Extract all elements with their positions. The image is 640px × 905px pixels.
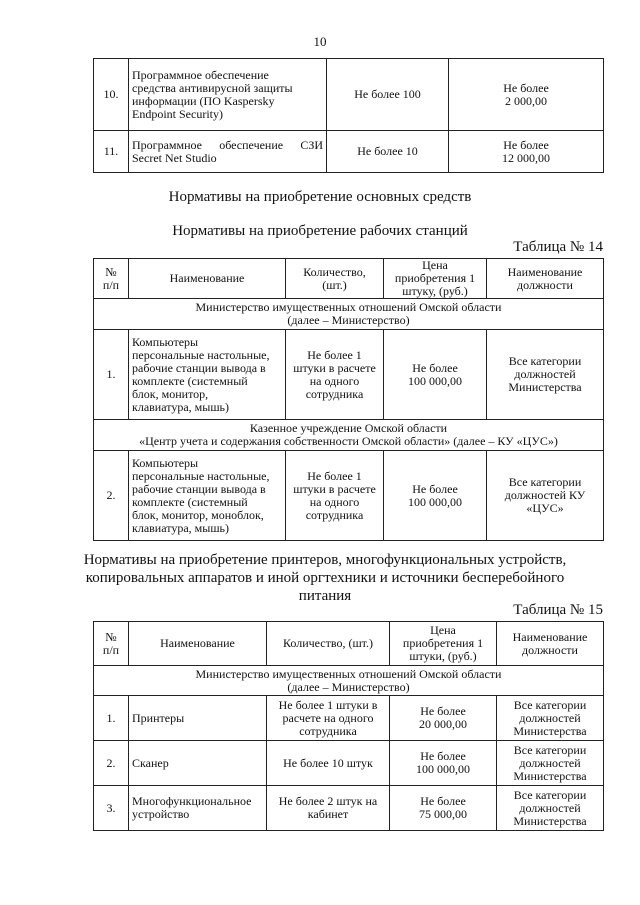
item-quantity: Не более 1 штуки в расчете на одного сотрудника [286, 451, 384, 541]
item-name: Программное обеспечение средства антивирусной защиты информации (ПО Kaspersky Endpoint Security) [129, 59, 327, 131]
header-position: Наименование должности [497, 622, 604, 666]
item-position: Все категории должностей Министерства [497, 786, 604, 831]
row-number: 1. [94, 330, 129, 420]
item-price: Не более 100 000,00 [384, 451, 487, 541]
item-price: Не более 12 000,00 [449, 131, 604, 173]
item-quantity: Не более 1 штуки в расчете на одного сотрудника [286, 330, 384, 420]
table-row [94, 786, 604, 831]
table-header-row [94, 259, 604, 299]
table-row [94, 59, 604, 131]
item-price: Не более 100 000,00 [384, 330, 487, 420]
row-number: 2. [94, 451, 129, 541]
item-name: Программное обеспечение СЗИ Secret Net Studio [129, 131, 327, 173]
table-15 [93, 621, 604, 831]
item-quantity: Не более 10 [327, 131, 449, 173]
header-number: № п/п [94, 622, 129, 666]
item-quantity: Не более 2 штук на кабинет [267, 786, 390, 831]
item-quantity: Не более 1 штуки в расчете на одного сотрудника [267, 696, 390, 741]
item-name: Принтеры [129, 696, 267, 741]
item-position: Все категории должностей Министерства [497, 696, 604, 741]
row-number: 2. [94, 741, 129, 786]
item-name: Сканер [129, 741, 267, 786]
header-price: Цена приобретения 1 штуку, (руб.) [384, 259, 487, 299]
item-quantity: Не более 10 штук [267, 741, 390, 786]
heading-fixed-assets: Нормативы на приобретение основных средств [168, 189, 472, 205]
section-row [94, 299, 604, 330]
row-number: 10. [94, 59, 129, 131]
item-quantity: Не более 100 [327, 59, 449, 131]
heading-printers: Нормативы на приобретение принтеров, многофункциональных устройств, копировальных аппаратов и иной оргтехники и источники бесперебойного питания [83, 552, 567, 604]
table-row [94, 330, 604, 420]
item-price: Не более 100 000,00 [390, 741, 497, 786]
item-position: Все категории должностей Министерства [497, 741, 604, 786]
table-header-row [94, 622, 604, 666]
table-row [94, 696, 604, 741]
header-quantity: Количество, (шт.) [267, 622, 390, 666]
item-price: Не более 2 000,00 [449, 59, 604, 131]
section-ministry: Министерство имущественных отношений Омской области (далее – Министерство) [94, 299, 604, 330]
table-row [94, 451, 604, 541]
heading-workstations: Нормативы на приобретение рабочих станций [172, 223, 468, 239]
item-position: Все категории должностей Министерства [487, 330, 604, 420]
header-name: Наименование [129, 622, 267, 666]
section-kucus: Казенное учреждение Омской области «Центр учета и содержания собственности Омской области» (далее – КУ «ЦУС») [94, 420, 604, 451]
item-name: Многофункциональное устройство [129, 786, 267, 831]
row-number: 1. [94, 696, 129, 741]
row-number: 11. [94, 131, 129, 173]
table-continuation [93, 58, 604, 173]
page-number: 10 [313, 34, 327, 49]
header-name: Наименование [129, 259, 286, 299]
table-row [94, 131, 604, 173]
item-name: Компьютеры персональные настольные, рабочие станции вывода в комплекте (системный блок, монитор, клавиатура, мышь) [129, 330, 286, 420]
item-price: Не более 75 000,00 [390, 786, 497, 831]
header-number: № п/п [94, 259, 129, 299]
row-number: 3. [94, 786, 129, 831]
table-14 [93, 258, 604, 541]
header-position: Наименование должности [487, 259, 604, 299]
table-row [94, 741, 604, 786]
header-quantity: Количество, (шт.) [286, 259, 384, 299]
item-name: Компьютеры персональные настольные, рабочие станции вывода в комплекте (системный блок, монитор, моноблок, клавиатура, мышь) [129, 451, 286, 541]
table14-caption: Таблица № 14 [513, 239, 603, 255]
header-price: Цена приобретения 1 штуки, (руб.) [390, 622, 497, 666]
item-price: Не более 20 000,00 [390, 696, 497, 741]
section-row [94, 666, 604, 696]
table15-caption: Таблица № 15 [513, 602, 603, 618]
section-ministry: Министерство имущественных отношений Омской области (далее – Министерство) [94, 666, 604, 696]
section-row [94, 420, 604, 451]
item-position: Все категории должностей КУ «ЦУС» [487, 451, 604, 541]
